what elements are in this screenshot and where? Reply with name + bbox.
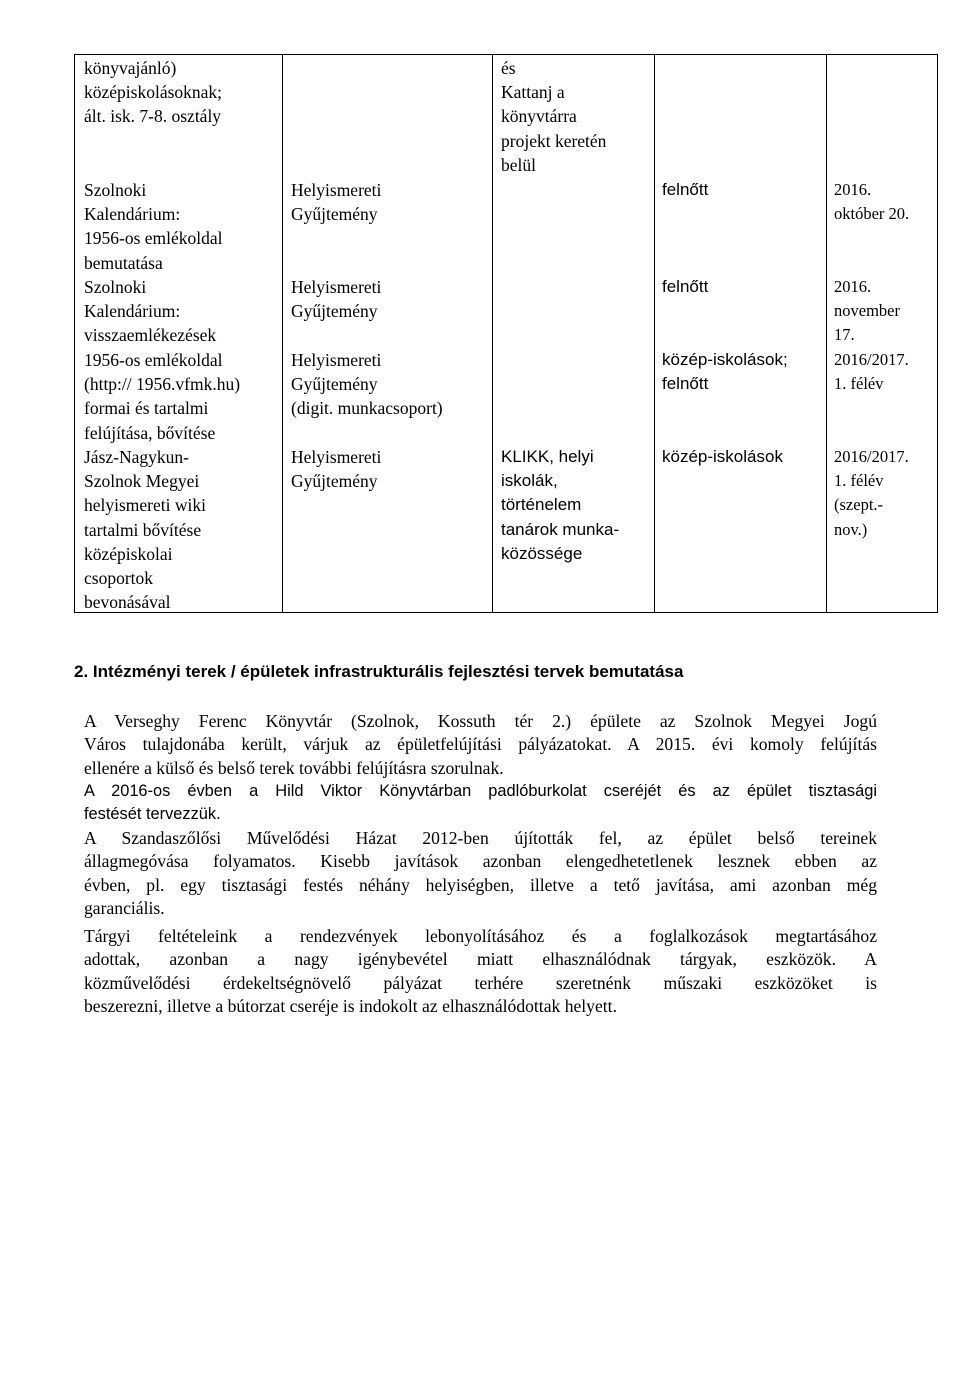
table-cell xyxy=(84,445,206,614)
cell-line: 1956-os emlékoldal xyxy=(84,350,223,370)
cell-line: csoportok xyxy=(84,568,154,589)
table-cell xyxy=(662,178,708,202)
cell-line: könyvajánló) xyxy=(84,58,177,78)
cell-line: 17. xyxy=(834,325,855,345)
cell-line: Szolnoki xyxy=(84,180,147,200)
cell-line: Helyismereti xyxy=(291,277,382,297)
cell-line: Kalendárium: xyxy=(84,204,181,225)
cell-line: tanárok munka- xyxy=(501,519,620,539)
column-divider xyxy=(654,55,655,612)
cell-line: felnőtt xyxy=(662,277,709,296)
body-paragraph xyxy=(84,710,877,780)
cell-line: Helyismereti xyxy=(291,447,382,467)
cell-line: (http:// 1956.vfmk.hu) xyxy=(84,374,241,395)
cell-line: közössége xyxy=(501,543,583,563)
table-cell xyxy=(834,275,900,348)
table-cell xyxy=(662,275,708,299)
table-cell xyxy=(834,445,909,542)
cell-line: történelem xyxy=(501,495,582,515)
table-cell xyxy=(501,56,606,177)
cell-line: (szept.- xyxy=(834,495,884,515)
paragraph-line: A Verseghy Ferenc Könyvtár (Szolnok, Kossuth tér 2.) épülete az Szolnok Megyei Jogú xyxy=(84,711,877,731)
section-title: Intézményi terek / épületek infrastrukturális fejlesztési tervek bemutatása xyxy=(92,662,684,681)
cell-line: könyvtárra xyxy=(501,106,577,127)
paragraph-line: Tárgyi feltételeink a rendezvények lebonyolításához és a foglalkozások megtartásához xyxy=(84,926,877,946)
table-cell xyxy=(84,275,216,348)
cell-line: november xyxy=(834,301,900,321)
section-number: 2. xyxy=(74,662,89,681)
cell-line: 1. félév xyxy=(834,374,884,394)
paragraph-line: Város tulajdonába került, várjuk az épületfelújítási pályázatokat. A 2015. évi komoly felújítás xyxy=(84,734,877,755)
body-paragraph xyxy=(84,925,877,1019)
cell-line: Szolnoki xyxy=(84,277,147,297)
cell-line: projekt keretén xyxy=(501,130,607,151)
paragraph-line: adottak, azonban a nagy igénybevétel miatt elhasználódnak tárgyak, eszközök. A xyxy=(84,949,877,970)
paragraph-line: festését tervezzük. xyxy=(84,805,221,824)
cell-line: Kalendárium: xyxy=(84,301,181,322)
cell-line: Helyismereti xyxy=(291,180,382,200)
cell-line: október 20. xyxy=(834,204,910,224)
paragraph-line: A Szandaszőlősi Művelődési Házat 2012-ben újították fel, az épület belső tereinek xyxy=(84,828,877,848)
table-cell xyxy=(662,348,788,396)
cell-line: Gyűjtemény xyxy=(291,471,378,492)
cell-line: Gyűjtemény xyxy=(291,301,378,322)
cell-line: bemutatása xyxy=(84,252,163,273)
cell-line: bevonásával xyxy=(84,592,171,613)
column-divider xyxy=(826,55,827,612)
table-cell xyxy=(501,445,619,566)
paragraph-line: állagmegóvása folyamatos. Kisebb javítások azonban elengedhetetlenek lesznek ebben az xyxy=(84,851,877,872)
cell-line: helyismereti wiki xyxy=(84,495,206,516)
cell-line: formai és tartalmi xyxy=(84,398,209,419)
cell-line: felújítása, bővítése xyxy=(84,422,216,443)
cell-line: ált. isk. 7-8. osztály xyxy=(84,106,222,127)
cell-line: iskolák, xyxy=(501,471,558,491)
table-cell xyxy=(291,178,381,226)
cell-line: KLIKK, helyi xyxy=(501,447,594,466)
cell-line: felnőtt xyxy=(662,374,709,394)
cell-line: visszaemlékezések xyxy=(84,325,217,346)
table-cell xyxy=(291,348,443,421)
table-cell xyxy=(662,445,783,469)
cell-line: (digit. munkacsoport) xyxy=(291,398,443,419)
paragraph-line: A 2016-os évben a Hild Viktor Könyvtárban padlóburkolat cseréjét és az épület tisztasági xyxy=(84,782,877,800)
cell-line: közép-iskolások; xyxy=(662,350,788,369)
cell-line: tartalmi bővítése xyxy=(84,519,202,540)
cell-line: felnőtt xyxy=(662,180,709,199)
cell-line: 2016/2017. xyxy=(834,447,909,466)
paragraph-line: ellenére a külső és belső terek további felújításra szorulnak. xyxy=(84,757,504,778)
table-cell xyxy=(84,56,222,129)
table-cell xyxy=(84,348,240,445)
cell-line: 2016/2017. xyxy=(834,350,909,369)
cell-line: belül xyxy=(501,154,536,175)
cell-line: Jász-Nagykun- xyxy=(84,447,189,467)
cell-line: 1. félév xyxy=(834,471,884,491)
table-cell xyxy=(834,178,909,226)
cell-line: Gyűjtemény xyxy=(291,204,378,225)
paragraph-line: garanciális. xyxy=(84,898,165,919)
column-divider xyxy=(282,55,283,612)
cell-line: 1956-os emlékoldal xyxy=(84,228,223,249)
table-cell xyxy=(84,178,223,275)
cell-line: Gyűjtemény xyxy=(291,374,378,395)
cell-line: Helyismereti xyxy=(291,350,382,370)
cell-line: Kattanj a xyxy=(501,82,565,103)
paragraph-line: évben, pl. egy tisztasági festés néhány helyiségben, illetve a tető javítása, ami azonban még xyxy=(84,874,877,895)
paragraph-line: közművelődési érdekeltségnövelő pályázat terhére szeretnénk műszaki eszközöket is xyxy=(84,972,877,993)
column-divider xyxy=(492,55,493,612)
cell-line: Szolnok Megyei xyxy=(84,471,200,492)
cell-line: középiskolai xyxy=(84,543,173,564)
body-paragraph xyxy=(84,827,877,921)
body-paragraph xyxy=(84,780,877,827)
cell-line: és xyxy=(501,58,516,78)
section-heading xyxy=(74,662,683,682)
table-cell xyxy=(834,348,909,396)
cell-line: 2016. xyxy=(834,277,872,296)
cell-line: nov.) xyxy=(834,519,868,539)
cell-line: 2016. xyxy=(834,180,872,199)
table-cell xyxy=(291,445,381,493)
cell-line: közép-iskolások xyxy=(662,447,783,466)
cell-line: középiskolásoknak; xyxy=(84,82,223,103)
table-cell xyxy=(291,275,381,323)
paragraph-line: beszerezni, illetve a bútorzat cseréje is indokolt az elhasználódottak helyett. xyxy=(84,996,617,1017)
